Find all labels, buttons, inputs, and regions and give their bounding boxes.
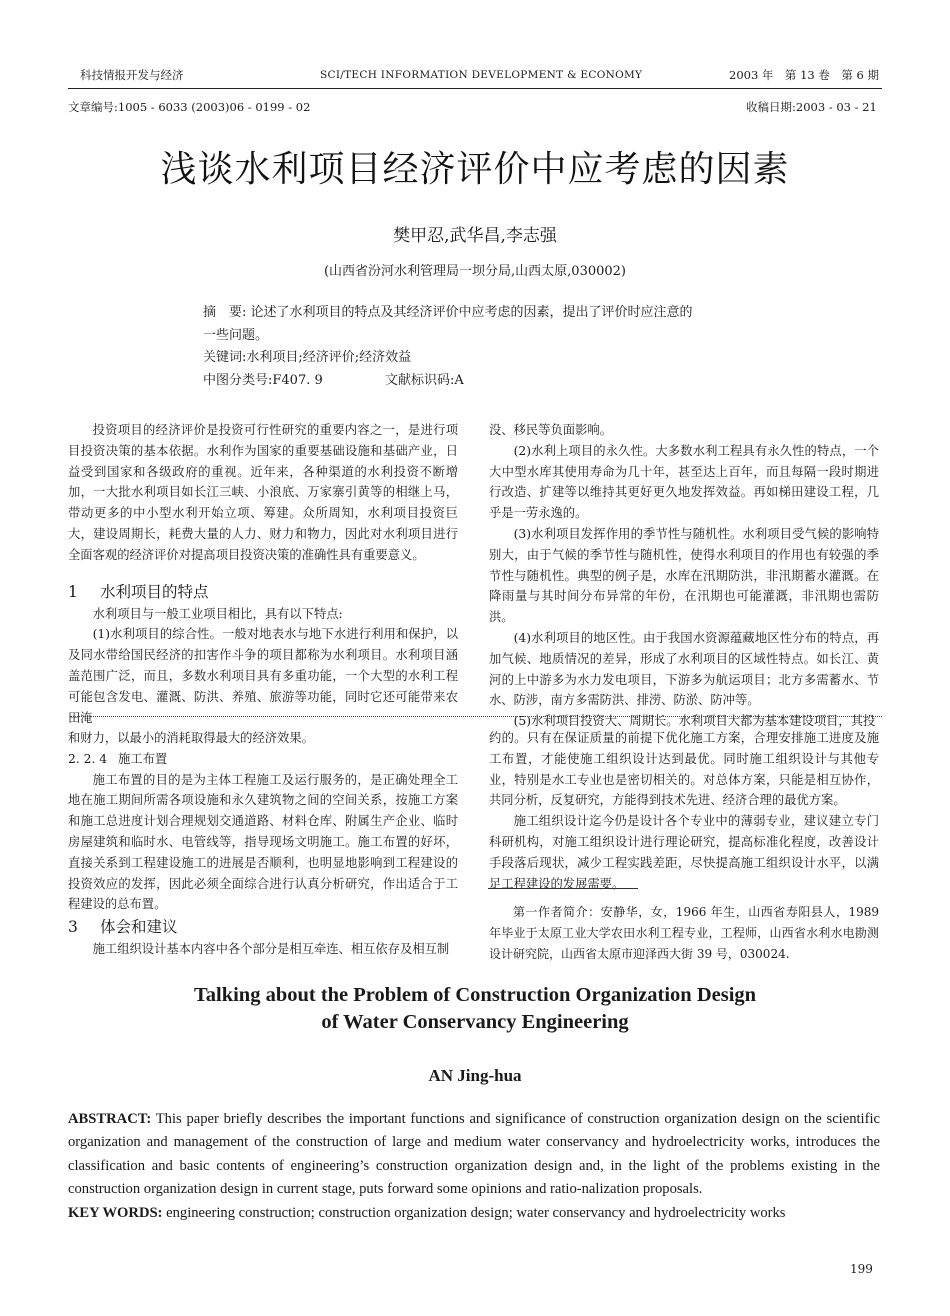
- keywords-en-label: KEY WORDS:: [68, 1204, 163, 1221]
- article-separator: [70, 716, 882, 717]
- clc-number: 中图分类号:F407. 9: [203, 372, 323, 388]
- suggestion-paragraph: 施工组织设计迄今仍是设计各个专业中的薄弱专业，建议建立专门科研机构，对施工组织设计进行理论研究，提高标准化程度，改善设计手段落后现状，减少工程实践差距，尽快提高施工组织设计水平，以满足工程建设的发展需要。: [489, 814, 879, 891]
- section-1-number: 1: [68, 582, 78, 601]
- abstract-en-label: ABSTRACT:: [68, 1111, 152, 1127]
- english-author: AN Jing-hua: [428, 1066, 522, 1085]
- authors: 樊甲忍,武华昌,李志强: [393, 226, 557, 246]
- subsection-title: 施工布置: [118, 751, 168, 766]
- section-3-paragraph: 施工组织设计基本内容中各个部分是相互牵连、相互依存及相互制: [92, 942, 450, 957]
- english-abstract: [68, 1108, 880, 1225]
- abstract-en-text: This paper briefly describes the important functions and significance of construction organization design on the scientific organization and management of the construction of large and medium water conservancy and hydroelectricity works, introduces the classification and basic contents of engineering’s construction organization design and, in the light of the problems existing in the construction organization design in current stage, puts forward some opinions and ratio-nalization proposals.: [68, 1111, 880, 1198]
- section-1-title: 水利项目的特点: [100, 582, 209, 601]
- upper-right-column: [489, 420, 879, 732]
- lower-left-column: [68, 728, 458, 960]
- item-1-continuation: 没、移民等负面影响。: [489, 423, 612, 437]
- feature-item-1: (1)水利项目的综合性。一般对地表水与地下水进行利用和保护，以及同水带给国民经济的扣害作斗争的项目都称为水利项目。水利项目涵盖范围广泛，而且，多数水利项目具有多重功能，一个大型的水利工程可能包含发电、灌溉、防洪、养殖、旅游等功能，同时它还可能带来农田淹: [68, 627, 458, 725]
- received-date: 收稿日期:2003 - 03 - 21: [746, 100, 877, 114]
- abstract-text-2: 一些问题。: [203, 327, 269, 343]
- author-note: 第一作者简介：安静华，女，1966 年生，山西省寿阳县人，1989 年毕业于太原工业大学农田水利工程专业，工程师，山西省水利水电勘测设计研究院，山西省太原市迎泽西大街 39 号，030024.: [489, 905, 879, 961]
- feature-item-2: (2)水利上项目的永久性。大多数水利工程具有永久性的特点，一个大中型水库其使用寿命为几十年，甚至达上百年，而且每隔一段时期进行改造、扩建等以维持其更好更久地发挥效益。再如梯田建设工程，几乎是一劳永逸的。: [489, 443, 879, 521]
- subsection-heading: [68, 749, 458, 770]
- article-number: 文章编号:1005 - 6033 (2003)06 - 0199 - 02: [68, 100, 311, 114]
- section-3-continuation: 约的。只有在保证质量的前提下优化施工方案，合理安排施工进度及施工布置，才能使施工组织设计达到最优。同时施工组织设计与其他专业，特别是水工专业也是密切相关的。对总体方案，只能是相互协作，共同分析，反复研究，方能得到技术先进、经济合理的最优方案。: [489, 731, 879, 808]
- journal-name-en: SCI/TECH INFORMATION DEVELOPMENT & ECONOMY: [320, 69, 643, 81]
- header-rule: [68, 88, 882, 89]
- subsection-number: 2. 2. 4: [68, 751, 108, 766]
- section-1-heading: [68, 580, 458, 604]
- affiliation: (山西省汾河水利管理局一坝分局,山西太原,030002): [323, 264, 627, 279]
- layout-paragraph: 施工布置的目的是为主体工程施工及运行服务的，是正确处理全工地在施工期间所需各项设施和永久建筑物之间的空间关系，按施工方案和施工总进度计划合理规划交通道路、材料仓库、附属生产企业、临时房屋建筑和临时水、电管线等，指导现场文明施工。施工布置的好坏，直接关系到工程建设施工的进展是否顺利，也明显地影响到工程建设的投资效应的发挥，因此必须全面综合进行认真分析研究，作出适合于工程建设的总布置。: [68, 772, 458, 912]
- page-title: 浅谈水利项目经济评价中应考虑的因素: [160, 149, 790, 190]
- feature-item-5: (5)水利项目投资大、周期长。水利项目大都为基本建设项目，其投: [513, 714, 876, 729]
- feature-item-4: (4)水利项目的地区性。由于我国水资源蕴藏地区性分布的特点，再加气候、地质情况的差异，形成了水利项目的区域性特点。如长江、黄河的上中游多为水力发电项目，下游多为航运项目；北方多需蓄水、节水、防涉，南方多需防洪、排涝、防淤、防冲等。: [489, 630, 879, 708]
- lower-right-column: [489, 728, 879, 894]
- issue-info: 2003 年 第 13 卷 第 6 期: [729, 68, 879, 82]
- abstract-text: 论述了水利项目的特点及其经济评价中应考虑的因素，提出了评价时应注意的: [250, 305, 693, 320]
- previous-article-continuation: 和财力，以最小的消耗取得最大的经济效果。: [68, 731, 314, 745]
- section-3-number: 3: [68, 918, 78, 937]
- upper-left-column: [68, 420, 458, 728]
- intro-paragraph: 投资项目的经济评价是投资可行性研究的重要内容之一，是进行项目投资决策的基本依据。水利作为国家的重要基础设施和基础产业，日益受到国家和各级政府的重视。近年来，各种渠道的水利投资不断增加，一大批水利项目如长江三峡、小浪底、万家寨引黄等的相继上马，带动更多的中小型水利开始立项、筹建。众所周知，水利项目投资巨大，建设周期长，耗费大量的人力、财力和物力，因此对水利项目进行全面客观的经济评价对提高项目投资决策的准确性具有重要意义。: [68, 423, 458, 562]
- page-number: 199: [850, 1262, 873, 1276]
- english-title: [0, 982, 950, 1036]
- author-footnote: [489, 902, 879, 965]
- feature-item-3: (3)水利项目发挥作用的季节性与随机性。水利项目受气候的影响特别大，由于气候的季节性与随机性，使得水利项目的作用也有较强的季节性与随机性。典型的例子是，水库在汛期防洪，非汛期蓄水灌溉。在降雨量与其时间分布异常的年份，在汛期也可能灌溉，非汛期也需防洪。: [489, 526, 879, 625]
- keywords-cn: 关键词:水利项目;经济评价;经济效益: [203, 350, 412, 365]
- abstract-label: 摘 要:: [203, 305, 247, 320]
- section-3-heading: [68, 915, 458, 939]
- footnote-rule: [488, 888, 638, 889]
- journal-name-cn: 科技情报开发与经济: [80, 68, 184, 82]
- keywords-en-text: engineering construction; construction organization design; water conservancy and hydroelectricity works: [166, 1204, 786, 1221]
- section-1-lead: 水利项目与一般工业项目相比，具有以下特点:: [92, 606, 343, 621]
- document-code: 文献标识码:A: [385, 372, 464, 388]
- section-3-title: 体会和建议: [100, 918, 178, 937]
- abstract-cn: [203, 302, 758, 392]
- english-title-line-1: Talking about the Problem of Construction Organization Design: [193, 984, 757, 1006]
- english-title-line-2: of Water Conservancy Engineering: [321, 1011, 629, 1033]
